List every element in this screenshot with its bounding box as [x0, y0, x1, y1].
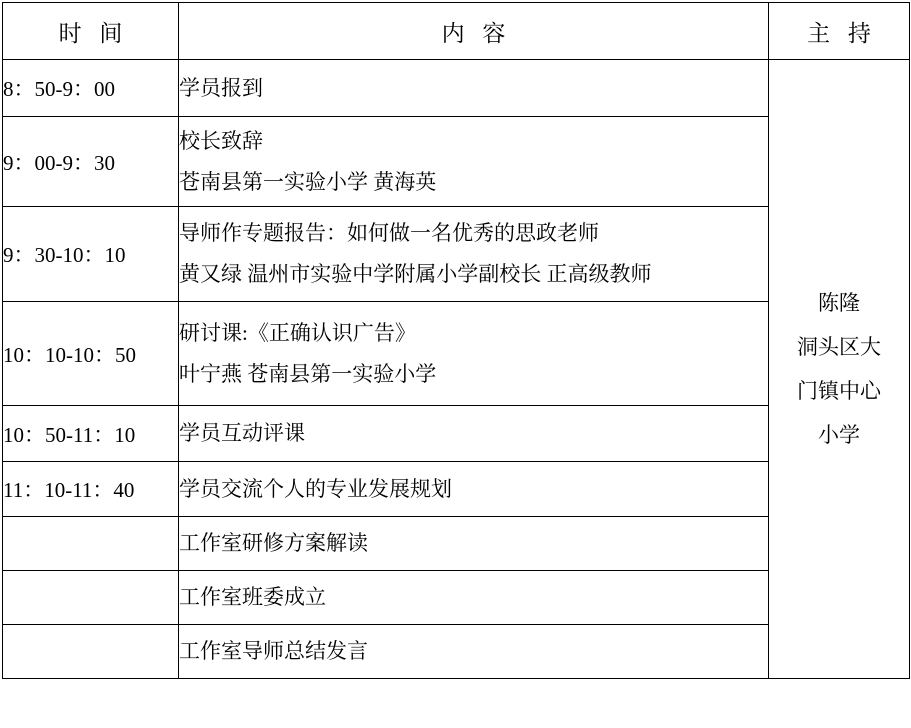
content-line: 学员互动评课 — [179, 421, 305, 446]
column-header-time: 时 间 — [3, 3, 179, 60]
column-header-host: 主 持 — [769, 3, 910, 60]
content-line: 黄又绿 温州市实验中学附属小学副校长 正高级教师 — [179, 262, 652, 286]
cell-content — [179, 462, 769, 517]
content-line: 学员报到 — [179, 75, 263, 100]
cell-content — [179, 60, 769, 117]
cell-content — [179, 117, 769, 207]
cell-content — [179, 302, 769, 406]
content-line: 研讨课:《正确认识广告》 — [179, 320, 416, 345]
cell-time — [3, 625, 179, 679]
cell-time: 10：50-11：10 — [3, 406, 179, 462]
table-row — [3, 60, 910, 117]
cell-content — [179, 517, 769, 571]
cell-time — [3, 517, 179, 571]
cell-content — [179, 207, 769, 302]
cell-time: 9：00-9：30 — [3, 117, 179, 207]
cell-host — [769, 60, 910, 679]
content-line: 校长致辞 — [179, 128, 263, 153]
cell-time: 9：30-10：10 — [3, 207, 179, 302]
host-line: 小学 — [818, 423, 860, 448]
schedule-table — [2, 2, 910, 679]
schedule-document — [0, 2, 911, 728]
cell-time: 10：10-10：50 — [3, 302, 179, 406]
cell-content — [179, 625, 769, 679]
table-header-row — [3, 3, 910, 60]
content-line: 叶宁燕 苍南县第一实验小学 — [179, 361, 437, 386]
cell-time: 11：10-11：40 — [3, 462, 179, 517]
content-line: 导师作专题报告：如何做一名优秀的思政老师 — [179, 221, 599, 246]
cell-time — [3, 571, 179, 625]
cell-content — [179, 571, 769, 625]
content-line: 学员交流个人的专业发展规划 — [179, 476, 452, 501]
content-line: 工作室研修方案解读 — [179, 531, 368, 556]
host-line: 洞头区大 — [797, 334, 881, 359]
cell-time: 8：50-9：00 — [3, 60, 179, 117]
content-line: 苍南县第一实验小学 黄海英 — [179, 169, 437, 194]
host-line: 门镇中心 — [797, 379, 881, 403]
content-line: 工作室班委成立 — [179, 585, 326, 610]
content-line: 工作室导师总结发言 — [179, 639, 368, 664]
column-header-content: 内 容 — [179, 3, 769, 60]
host-line: 陈隆 — [818, 290, 860, 315]
cell-content — [179, 406, 769, 462]
